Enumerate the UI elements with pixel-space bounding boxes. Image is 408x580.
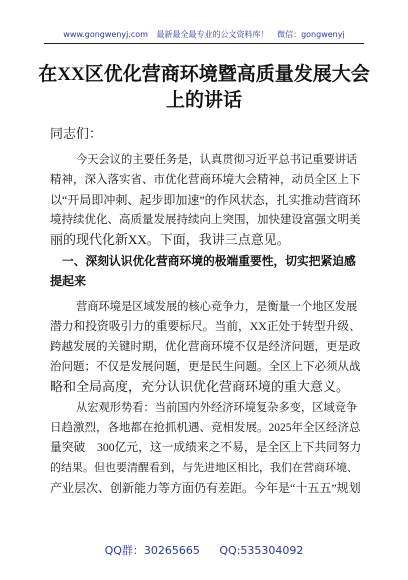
intro-paragraph (50, 150, 360, 250)
intro-line: 丽的现代化新XX。下面，我讲三点意见。 (50, 232, 290, 247)
paragraph-line: 跨越发展的关键时期，优化营商环境不仅是经济问题，更是政 (50, 341, 361, 353)
paragraph-2 (50, 297, 360, 397)
salutation-text: 同志们： (50, 126, 103, 141)
page-footer (0, 542, 408, 558)
paragraph-line: 产业层次、创新能力等方面仍有差距。今年是“十五五”规划 (50, 481, 361, 495)
document-title-line-1: 在XX区优化营商环境暨高质量发展大会 (38, 64, 370, 85)
salutation (50, 124, 360, 144)
paragraph-3 (50, 398, 360, 498)
section-1-heading (50, 251, 360, 291)
section-heading-line: 一、深刻认识优化营商环境的极端重要性，切实把紧迫感 (62, 254, 356, 268)
document-title-line-2: 上的讲话 (165, 90, 242, 111)
paragraph-line: 治问题；不仅是发展问题，更是民生问题。全区上下必须从战 (50, 361, 361, 373)
footer-qq[interactable]: QQ:535304092 (219, 544, 304, 557)
intro-line: 今天会议的主要任务是，认真贯彻习近平总书记重要讲话 (76, 154, 358, 166)
paragraph-line: 潜力和投资吸引力的重要标尺。当前，XX正处于转型升级、 (50, 320, 361, 333)
intro-line: 境持续优化、高质量发展持续向上突围，加快建设富强文明美 (50, 214, 361, 226)
page-header (0, 29, 408, 40)
section-heading-line: 提起来 (50, 274, 87, 288)
paragraph-line: 量突破 300亿元，这一成绩来之不易，是全区上下共同努力 (50, 441, 362, 454)
header-wechat: 微信：gongwenyj (277, 30, 345, 39)
paragraph-line: 营商环境是区域发展的核心竞争力，是衡量一个地区发展 (76, 301, 358, 313)
paragraph-line: 日趋激烈，各地都在抢抓机遇、竞相发展。2025年全区经济总 (50, 422, 361, 434)
intro-line: 精神，深入落实省、市优化营商环境大会精神，动员全区上下 (50, 174, 361, 186)
paragraph-line: 的结果。但也要清醒看到，与先进地区相比，我们在营商环境、 (50, 462, 358, 474)
footer-qq-group[interactable]: QQ群：30265665 (104, 544, 200, 557)
header-site-link[interactable]: www.gongwenyj.com (63, 30, 148, 39)
paragraph-line: 从宏观形势看：当前国内外经济环境复杂多变，区域竞争 (76, 402, 358, 414)
intro-line: 以“开局即冲刺、起步即加速”的作风状态，扎实推动营商环 (50, 193, 361, 207)
header-divider (44, 43, 364, 44)
header-slogan: 最新最全最专业的公文资料库！ (156, 30, 269, 39)
paragraph-line: 略和全局高度，充分认识优化营商环境的重大意义。 (50, 379, 350, 394)
